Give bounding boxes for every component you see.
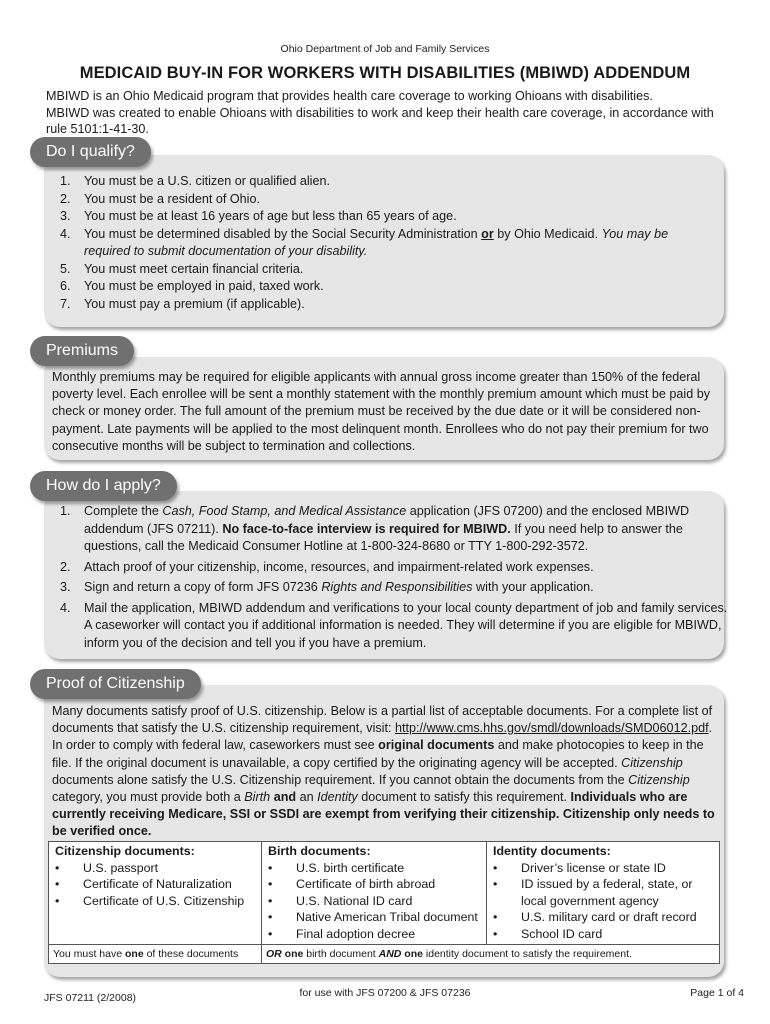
list-item: • Native American Tribal document (268, 910, 478, 925)
citizenship-docs-cell (49, 842, 262, 945)
identity-docs-cell (487, 842, 720, 945)
list-item: 5. You must meet certain financial criteria. (60, 261, 304, 276)
list-item: • U.S. military card or draft record (493, 910, 697, 925)
qualify-panel (44, 155, 724, 327)
list-item: • Certificate of Naturalization (55, 877, 232, 892)
list-item: 1. Complete the Cash, Food Stamp, and Medical Assistance application (JFS 07200) and the enclosed MBIWD addendum (JFS 07211). No face-to-face interview is required for MBIWD. If you need help to answer the questions, call the Medicaid Consumer Hotline at 1-800-324-8680 or TTY 1-800-292-3572. (60, 504, 690, 553)
list-item: • School ID card (493, 926, 603, 941)
citizenship-panel (44, 685, 724, 977)
section-heading-qualify: Do I qualify? (30, 137, 151, 167)
list-item: • Final adoption decree (268, 926, 416, 941)
list-item: • U.S. National ID card (268, 893, 413, 908)
qualify-list (44, 173, 716, 313)
intro-text (46, 88, 736, 138)
list-item: 7. You must pay a premium (if applicable). (60, 296, 305, 311)
premiums-panel (44, 357, 724, 460)
apply-list (44, 503, 728, 652)
requirement-note-1: You must have one of these documents (49, 944, 262, 963)
agency-name: Ohio Department of Job and Family Services (280, 43, 490, 55)
list-item: 6. You must be employed in paid, taxed work. (60, 279, 324, 293)
page-number: Page 1 of 4 (690, 987, 744, 999)
page-title: MEDICAID BUY-IN FOR WORKERS WITH DISABILITIES (MBIWD) ADDENDUM (79, 64, 691, 82)
intro-line-1: MBIWD is an Ohio Medicaid program that provides health care coverage to working Ohioans with disabilities. (46, 89, 653, 103)
column-header: Birth documents: (268, 844, 371, 858)
documents-table (48, 841, 720, 964)
column-header: Identity documents: (493, 844, 611, 858)
section-heading-premiums: Premiums (30, 336, 134, 366)
list-item: 4. Mail the application, MBIWD addendum and verifications to your local county department of job and family services. A caseworker will contact you if additional information is needed. They will determine if you are eligible for MBIWD, inform you of the decision and tell you if you have a premium. (60, 600, 728, 650)
list-item: • Certificate of U.S. Citizenship (55, 893, 245, 908)
apply-panel (44, 491, 728, 659)
list-item: • U.S. birth certificate (268, 860, 405, 875)
list-item: • ID issued by a federal, state, or local government agency (493, 877, 693, 908)
list-item: 3. Sign and return a copy of form JFS 07236 Rights and Responsibilities with your application. (60, 580, 594, 594)
list-item: 1. You must be a U.S. citizen or qualified alien. (60, 174, 330, 188)
list-item: 2. Attach proof of your citizenship, income, resources, and impairment-related work expenses. (60, 559, 594, 574)
list-item: 4. You must be determined disabled by the Social Security Administration or by Ohio Medicaid. You may be required to submit documentation of your disability. (60, 226, 669, 258)
table-row (49, 944, 720, 963)
section-heading-citizenship: Proof of Citizenship (30, 669, 201, 699)
premiums-text: Monthly premiums may be required for eligible applicants with annual gross income greater than 150% of the federal poverty level. Each enrollee will be sent a monthly statement with the monthly premium amount which must be paid by check or money order. The full amount of the premium must be received by the due date or it will be considered non-payment. Late payments will be applied to the most delinquent month. Enrollees who do not pay their premium for two consecutive months will be subject to termination and collections. (52, 370, 710, 453)
form-id: JFS 07211 (2/2008) (44, 992, 137, 1004)
intro-line-2: MBIWD was created to enable Ohioans with disabilities to work and keep their health care coverage, in accordance with rule 5101:1-41-30. (46, 105, 714, 136)
list-item: 3. You must be at least 16 years of age but less than 65 years of age. (60, 209, 457, 223)
section-heading-apply: How do I apply? (30, 471, 177, 501)
use-with-note: for use with JFS 07200 & JFS 07236 (299, 987, 471, 999)
birth-docs-cell (262, 842, 487, 945)
list-item: 2. You must be a resident of Ohio. (60, 191, 260, 206)
table-row (49, 842, 720, 945)
citizenship-text: Many documents satisfy proof of U.S. citizenship. Below is a partial list of acceptable documents. For a complete list of documents that satisfy the U.S. citizenship requirement, visit: http://www.cms.hhs.gov/smdl/downloads/SMD06012.pdf. In order to comply with federal law, caseworkers must see original documents and make photocopies to keep in the file. If the original document is unavailable, a copy certified by the originating agency will be accepted. Citizenship documents alone satisfy the U.S. Citizenship requirement. If you cannot obtain the documents from the Citizenship category, you must provide both a Birth and an Identity document to satisfy this requirement. Individuals who are currently receiving Medicare, SSI or SSDI are exempt from verifying their citizenship. Citizenship only needs to be verified once. (52, 704, 715, 839)
requirement-note-2: OR one birth document AND one identity document to satisfy the requirement. (262, 944, 720, 963)
column-header: Citizenship documents: (55, 844, 195, 858)
list-item: • Certificate of birth abroad (268, 877, 436, 892)
cms-link[interactable]: http://www.cms.hhs.gov/smdl/downloads/SMD06012.pdf (394, 721, 709, 736)
list-item: • Driver’s license or state ID (493, 860, 666, 875)
list-item: • U.S. passport (55, 860, 159, 875)
